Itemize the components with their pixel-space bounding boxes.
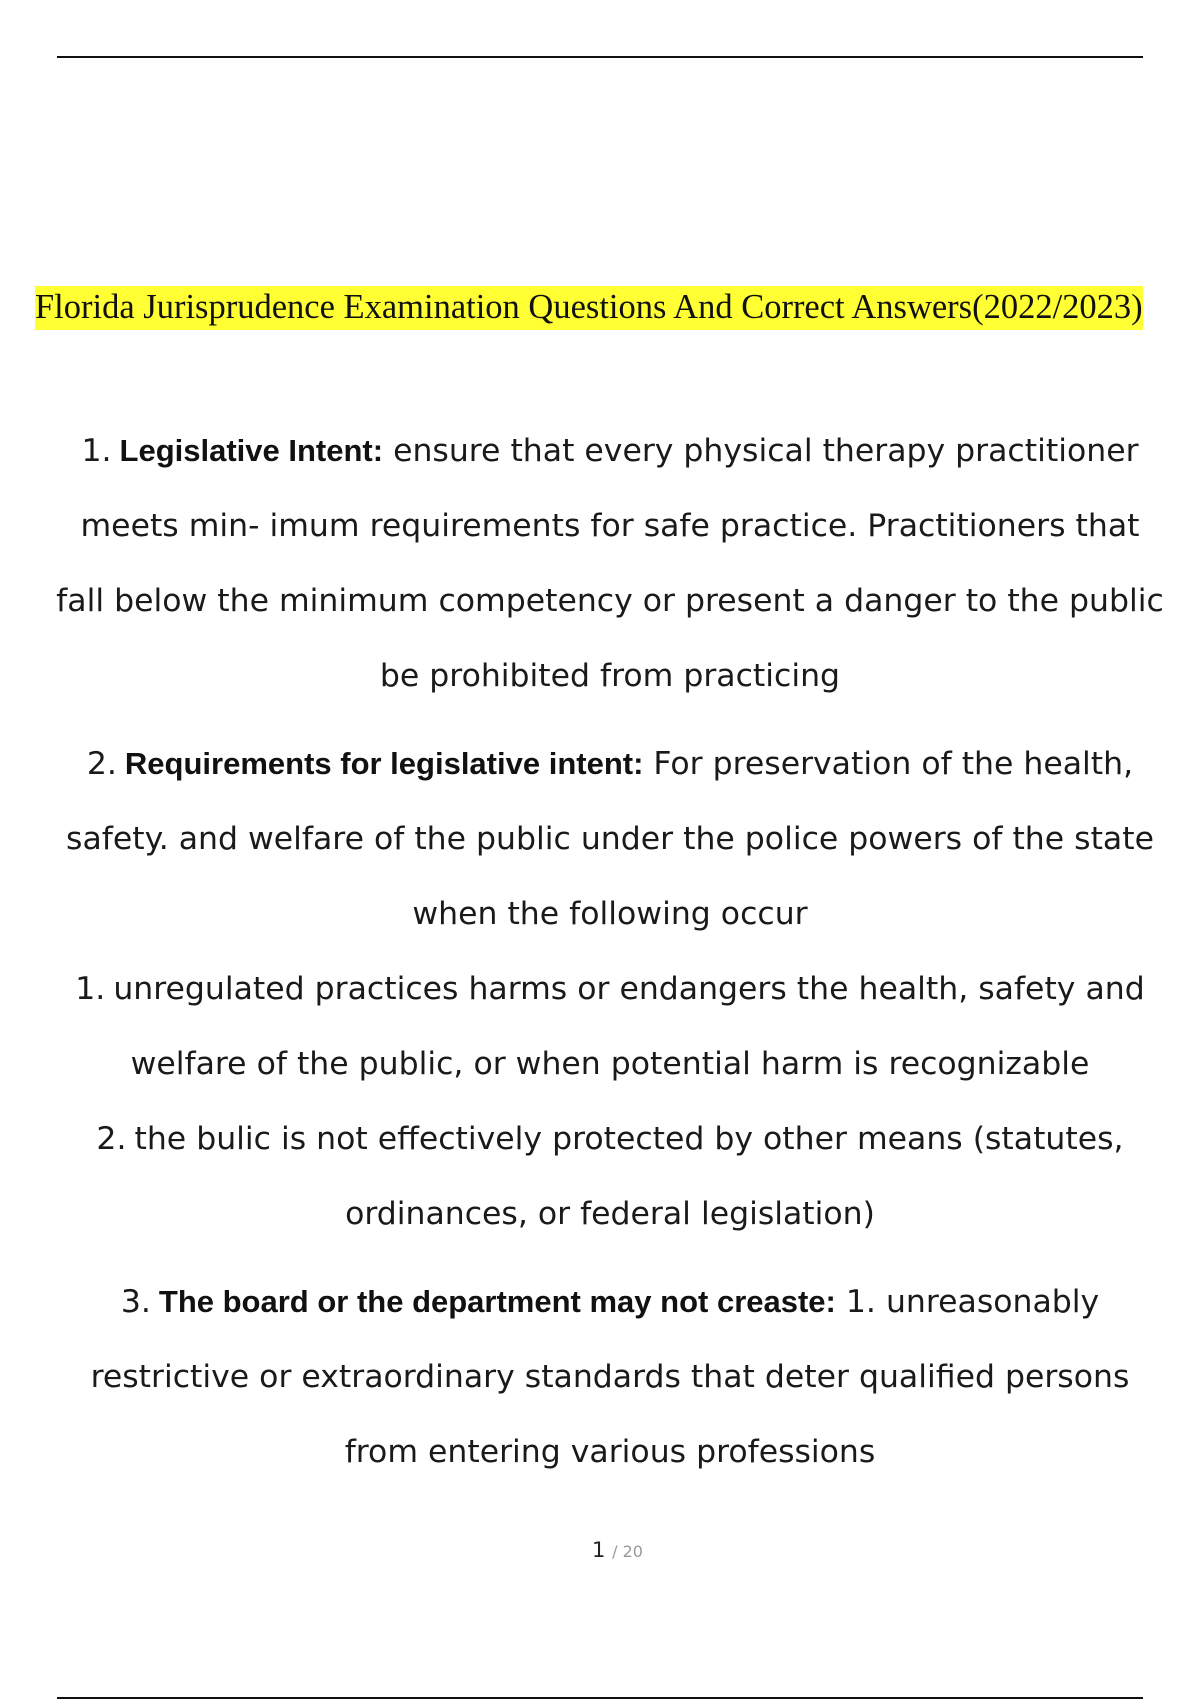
- list-item-2: [40, 726, 1180, 1252]
- list-item-3-line-2: restrictive or extraordinary standards that deter qualified persons: [90, 1359, 1130, 1395]
- bottom-divider: [57, 1697, 1143, 1699]
- sub-list-item-1-text: unregulated practices harms or endangers the health, safety and: [113, 971, 1145, 1007]
- list-item-3-line-3: from entering various professions: [344, 1434, 876, 1470]
- list-item-1: [40, 413, 1180, 714]
- sub-list-item-2-line-1: [40, 1102, 1180, 1177]
- list-item-1-term: Legislative Intent:: [119, 433, 384, 468]
- page-total: / 20: [612, 1542, 643, 1561]
- document-body: [40, 413, 1180, 1490]
- top-divider: [57, 56, 1143, 58]
- list-item-1-line-3: fall below the minimum competency or present a danger to the public: [56, 583, 1164, 619]
- list-item-1-number: 1.: [81, 433, 112, 469]
- page-current: 1: [592, 1538, 606, 1562]
- list-item-2-text: For preservation of the health,: [643, 746, 1134, 782]
- list-item-3-line-1: [40, 1264, 1180, 1340]
- list-item-3-term: The board or the department may not creaste:: [158, 1284, 836, 1319]
- page-counter: [0, 1538, 1200, 1562]
- sub-list-item-2-number: 2.: [96, 1121, 127, 1157]
- list-item-1-text: ensure that every physical therapy practitioner: [383, 433, 1139, 469]
- sub-list-item-1-number: 1.: [75, 971, 106, 1007]
- sub-list-item-1: [40, 952, 1180, 1102]
- sub-list-item-1-line-1: [40, 952, 1180, 1027]
- document-title-text: Florida Jurisprudence Examination Questions And Correct Answers(2022/2023): [35, 286, 1143, 330]
- list-item-3: [40, 1264, 1180, 1490]
- list-item-2-line-1: [40, 726, 1180, 802]
- list-item-2-term: Requirements for legislative intent:: [124, 746, 644, 781]
- list-item-2-line-2: safety. and welfare of the public under the police powers of the state: [66, 821, 1154, 857]
- list-item-1-line-4: be prohibited from practicing: [379, 658, 841, 694]
- list-item-3-text: 1. unreasonably: [835, 1284, 1100, 1320]
- sub-list-item-2: [40, 1102, 1180, 1252]
- sub-list-item-2-text: the bulic is not effectively protected by other means (statutes,: [134, 1121, 1124, 1157]
- list-item-2-line-3: when the following occur: [412, 896, 808, 932]
- list-item-1-line-1: [40, 413, 1180, 489]
- sub-list-item-1-line-2: welfare of the public, or when potential harm is recognizable: [130, 1046, 1090, 1082]
- list-item-1-line-2: meets min- imum requirements for safe practice. Practitioners that: [80, 508, 1140, 544]
- sub-list-item-2-line-2: ordinances, or federal legislation): [345, 1196, 875, 1232]
- list-item-2-number: 2.: [86, 746, 117, 782]
- list-item-3-number: 3.: [120, 1284, 151, 1320]
- document-title: [35, 283, 1200, 331]
